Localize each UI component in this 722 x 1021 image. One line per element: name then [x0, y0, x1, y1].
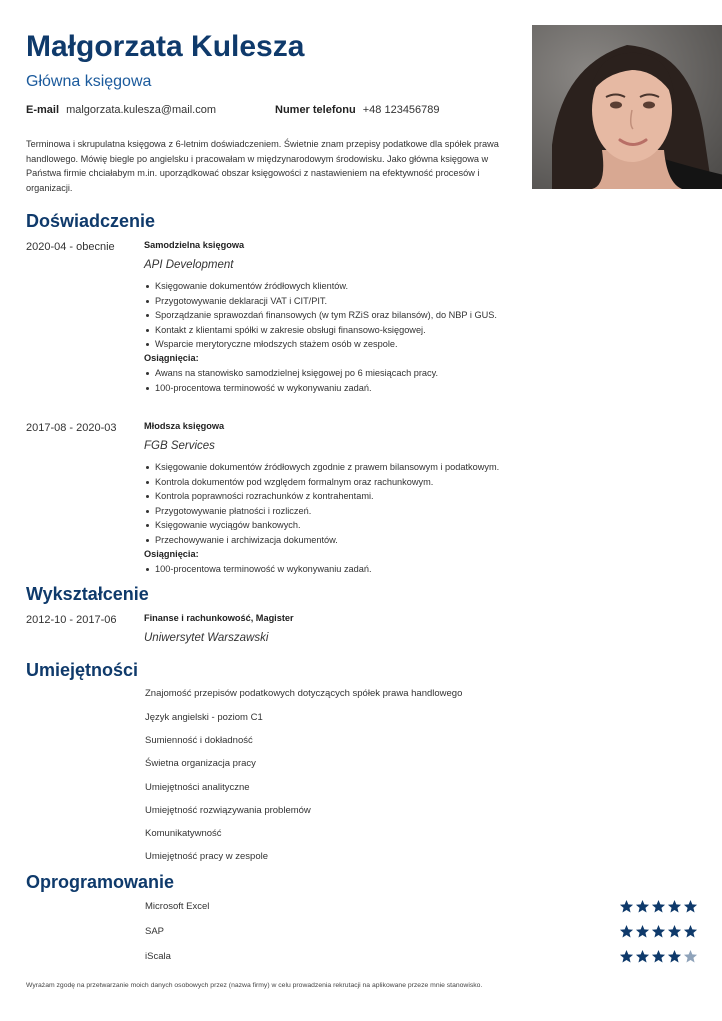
star-filled-icon — [667, 899, 682, 914]
star-empty-icon — [683, 949, 698, 964]
job-dates: 2020-04 - obecnie — [26, 241, 115, 253]
job-role: Samodzielna księgowa — [144, 240, 245, 250]
list-item: Księgowanie dokumentów źródłowych zgodnie z prawem bilansowym i podatkowym. — [144, 460, 499, 475]
job-duties-list — [144, 279, 497, 352]
star-filled-icon — [619, 899, 634, 914]
list-item: Przygotowywanie płatności i rozliczeń. — [144, 504, 499, 519]
software-name: Microsoft Excel — [145, 901, 210, 912]
profile-photo — [532, 25, 722, 189]
star-filled-icon — [635, 899, 650, 914]
email-value[interactable]: malgorzata.kulesza@mail.com — [66, 104, 217, 116]
list-item: Księgowanie dokumentów źródłowych klientów. — [144, 279, 497, 294]
list-item: Przygotowywanie deklaracji VAT i CIT/PIT. — [144, 294, 497, 309]
phone-label: Numer telefonu — [275, 104, 356, 116]
experience-heading: Doświadczenie — [26, 211, 156, 231]
skill-item: Znajomość przepisów podatkowych dotyczących spółek prawa handlowego — [145, 688, 463, 699]
job-duties-list — [144, 460, 499, 548]
profile-photo-image — [532, 25, 722, 189]
phone-contact — [275, 104, 440, 116]
job-role: Młodsza księgowa — [144, 421, 225, 431]
phone-value[interactable]: +48 123456789 — [362, 104, 440, 116]
job-company: API Development — [144, 259, 234, 271]
rating-stars — [619, 949, 698, 965]
email-label: E-mail — [26, 104, 60, 116]
star-filled-icon — [635, 949, 650, 964]
skill-item: Sumienność i dokładność — [145, 735, 253, 746]
list-item: Sporządzanie sprawozdań finansowych (w tym RZiS oraz bilansów), do NBP i GUS. — [144, 308, 497, 323]
education-school: Uniwersytet Warszawski — [144, 632, 269, 644]
job-title: Główna księgowa — [26, 73, 152, 90]
rating-stars — [619, 899, 698, 915]
software-heading: Oprogramowanie — [26, 872, 175, 892]
star-filled-icon — [635, 924, 650, 939]
star-filled-icon — [651, 924, 666, 939]
skills-heading: Umiejętności — [26, 660, 139, 680]
education-heading: Wykształcenie — [26, 584, 149, 604]
job-dates: 2017-08 - 2020-03 — [26, 422, 117, 434]
skill-item: Komunikatywność — [145, 828, 222, 839]
candidate-name: Małgorzata Kulesza — [26, 30, 305, 63]
profile-summary: Terminowa i skrupulatna księgowa z 6-letnim doświadczeniem. Świetnie znam przepisy podatkowe dla spółek prawa handlowego. Mówię biegle po angielsku i pracowałam w międzynarodowym środowisku. Jako główna księgowa w Państwa firmie chciałabym m.in. uporządkować obszar księgowości z nastawieniem na efektywność procesów i organizacji. — [26, 139, 499, 193]
star-filled-icon — [619, 949, 634, 964]
list-item: 100-procentowa terminowość w wykonywaniu zadań. — [144, 381, 438, 396]
achievements-list — [144, 562, 372, 577]
list-item: Awans na stanowisko samodzielnej księgowej po 6 miesiącach pracy. — [144, 366, 438, 381]
skill-item: Świetna organizacja pracy — [145, 758, 256, 769]
star-filled-icon — [651, 949, 666, 964]
skill-item: Język angielski - poziom C1 — [145, 712, 263, 723]
achievements-list — [144, 366, 438, 395]
email-contact — [26, 104, 216, 116]
education-degree: Finanse i rachunkowość, Magister — [144, 613, 294, 623]
skill-item: Umiejętności analityczne — [145, 782, 250, 793]
gdpr-consent-clause: Wyrażam zgodę na przetwarzanie moich danych osobowych przez (nazwa firmy) w celu prowadzenia rekrutacji na aplikowane przeze mnie stanowisko. — [26, 982, 483, 989]
list-item: Księgowanie wyciągów bankowych. — [144, 518, 499, 533]
list-item: Kontrola dokumentów pod względem formalnym oraz rachunkowym. — [144, 475, 499, 490]
list-item: Kontakt z klientami spółki w zakresie obsługi finansowo-księgowej. — [144, 323, 497, 338]
education-dates: 2012-10 - 2017-06 — [26, 614, 117, 626]
star-filled-icon — [651, 899, 666, 914]
achievements-label: Osiągnięcia: — [144, 353, 199, 363]
list-item: Przechowywanie i archiwizacja dokumentów. — [144, 533, 499, 548]
list-item: Kontrola poprawności rozrachunków z kontrahentami. — [144, 489, 499, 504]
list-item: Wsparcie merytoryczne młodszych stażem osób w zespole. — [144, 337, 497, 352]
rating-stars — [619, 924, 698, 940]
skill-item: Umiejętność rozwiązywania problemów — [145, 805, 311, 816]
achievements-label: Osiągnięcia: — [144, 549, 199, 559]
list-item: 100-procentowa terminowość w wykonywaniu zadań. — [144, 562, 372, 577]
job-company: FGB Services — [144, 440, 215, 452]
software-name: iScala — [145, 951, 171, 962]
skill-item: Umiejętność pracy w zespole — [145, 851, 269, 862]
star-filled-icon — [683, 924, 698, 939]
star-filled-icon — [667, 949, 682, 964]
star-filled-icon — [667, 924, 682, 939]
star-filled-icon — [683, 899, 698, 914]
software-name: SAP — [145, 926, 165, 937]
star-filled-icon — [619, 924, 634, 939]
